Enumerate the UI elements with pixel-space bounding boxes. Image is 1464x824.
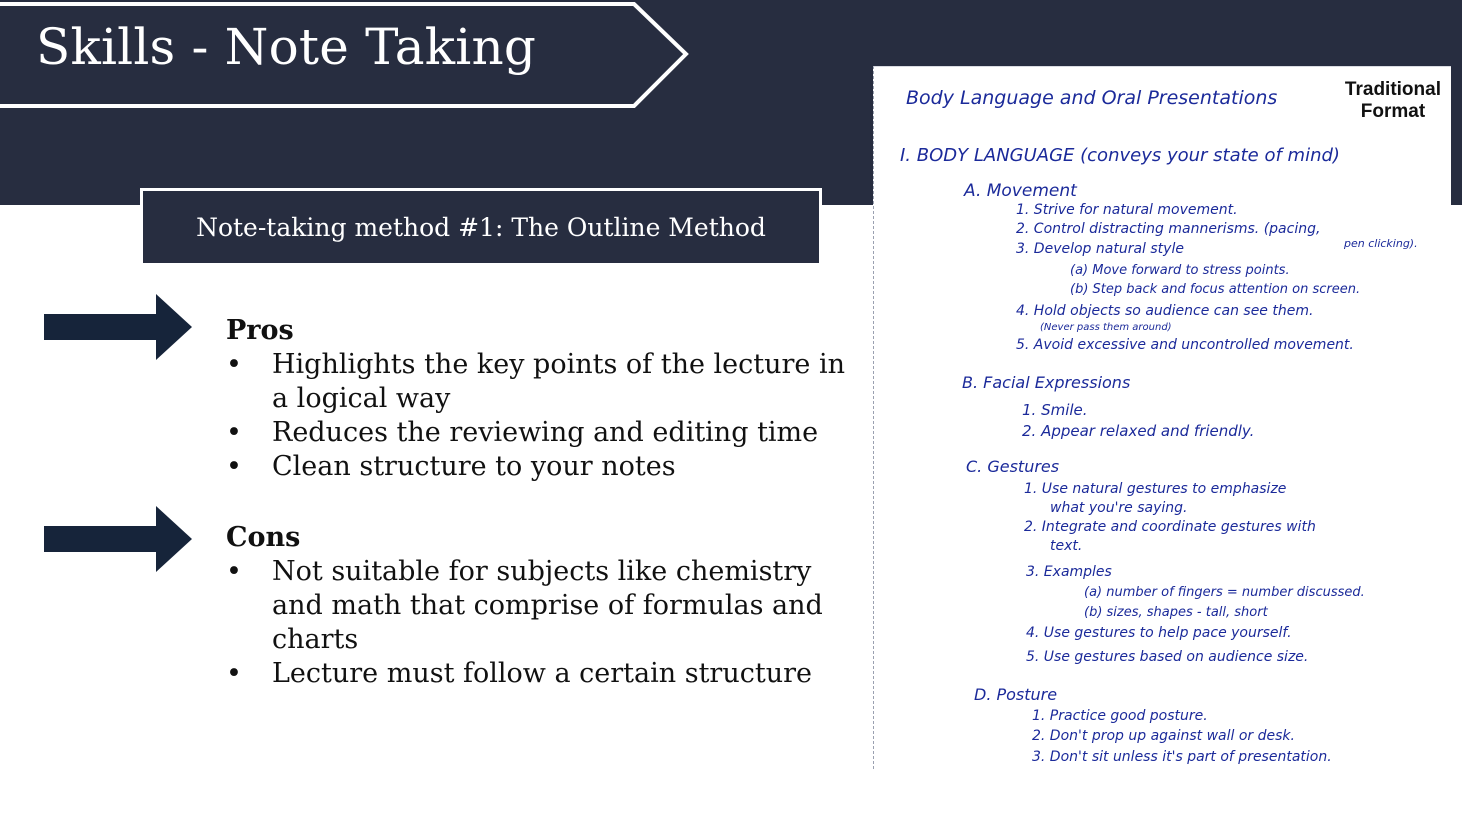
notes-line: 2. Don't prop up against wall or desk. bbox=[1032, 728, 1295, 744]
notes-line: (Never pass them around) bbox=[1040, 322, 1172, 333]
cons-section bbox=[226, 521, 846, 691]
notes-line: 5. Avoid excessive and uncontrolled movement. bbox=[1016, 337, 1354, 353]
cons-item: • Lecture must follow a certain structure bbox=[226, 657, 846, 691]
subtitle-banner bbox=[140, 188, 822, 266]
notes-line: D. Posture bbox=[974, 685, 1058, 704]
format-label-line: Traditional bbox=[1344, 79, 1441, 100]
notes-line: 2. Control distracting mannerisms. (pacing, bbox=[1016, 221, 1321, 237]
notes-line: 3. Examples bbox=[1026, 564, 1112, 580]
notes-line: I. BODY LANGUAGE (conveys your state of mind) bbox=[900, 145, 1340, 166]
notes-line: 3. Don't sit unless it's part of presentation. bbox=[1032, 749, 1332, 765]
notes-line: 2. Integrate and coordinate gestures with bbox=[1024, 519, 1316, 535]
format-label bbox=[1345, 79, 1441, 123]
slide-title: Skills - Note Taking bbox=[36, 18, 537, 76]
notes-line: 1. Use natural gestures to emphasize bbox=[1024, 481, 1287, 497]
notes-title: Body Language and Oral Presentations bbox=[906, 87, 1278, 109]
pros-list bbox=[226, 348, 846, 484]
notes-line: (a) Move forward to stress points. bbox=[1070, 263, 1290, 278]
notes-line: 1. Smile. bbox=[1022, 401, 1088, 419]
notes-line: what you're saying. bbox=[1050, 500, 1188, 516]
notes-line: 3. Develop natural style bbox=[1016, 241, 1184, 257]
notes-line: 5. Use gestures based on audience size. bbox=[1026, 649, 1309, 665]
notes-line: text. bbox=[1050, 538, 1083, 554]
notes-line: 2. Appear relaxed and friendly. bbox=[1022, 422, 1255, 440]
pros-arrow-icon bbox=[44, 294, 192, 360]
pros-item: • Highlights the key points of the lecture in a logical way bbox=[226, 348, 846, 416]
notes-line: (b) Step back and focus attention on screen. bbox=[1070, 282, 1361, 297]
pros-item: • Reduces the reviewing and editing time bbox=[226, 416, 846, 450]
notes-line: pen clicking). bbox=[1344, 237, 1418, 250]
subtitle-banner-fill bbox=[143, 191, 819, 263]
notes-line: 1. Practice good posture. bbox=[1032, 708, 1208, 724]
cons-list bbox=[226, 555, 846, 691]
notes-line: 4. Use gestures to help pace yourself. bbox=[1026, 625, 1292, 641]
pros-item: • Clean structure to your notes bbox=[226, 450, 846, 484]
notes-line: (a) number of fingers = number discussed. bbox=[1084, 585, 1365, 600]
format-label-line: Format bbox=[1360, 101, 1426, 122]
notes-line: B. Facial Expressions bbox=[962, 373, 1131, 392]
method-subtitle: Note-taking method #1: The Outline Method bbox=[196, 212, 766, 242]
pros-section bbox=[226, 314, 846, 484]
notes-line: (b) sizes, shapes - tall, short bbox=[1084, 605, 1268, 620]
pros-heading: Pros bbox=[226, 315, 294, 346]
notes-line: 4. Hold objects so audience can see them. bbox=[1016, 303, 1314, 319]
cons-arrow-icon bbox=[44, 506, 192, 572]
notes-line: A. Movement bbox=[964, 181, 1077, 201]
cons-heading: Cons bbox=[226, 522, 301, 553]
handwritten-notes-image bbox=[873, 66, 1451, 769]
notes-line: C. Gestures bbox=[966, 457, 1060, 476]
cons-item: • Not suitable for subjects like chemistry and math that comprise of formulas and charts bbox=[226, 555, 846, 657]
notes-line: 1. Strive for natural movement. bbox=[1016, 202, 1238, 218]
